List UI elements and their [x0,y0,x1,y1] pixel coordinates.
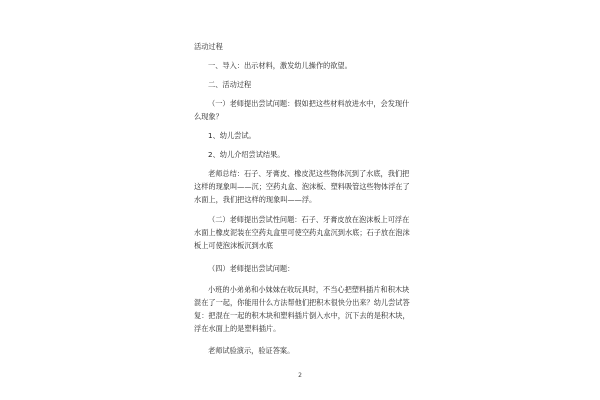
step-report-text: 2、幼儿介绍尝试结果。 [208,150,285,159]
heading-activity-process [194,40,408,53]
section-process [194,78,408,91]
paragraph-line: 板上可使泡沫板沉到水底 [194,241,274,250]
paragraph-question-one [194,97,408,123]
paragraph-line: 水面上，我们把这样的现象叫——浮。 [194,195,317,204]
section-intro [194,59,408,72]
step-report [194,148,408,161]
page-number: 2 [298,372,302,379]
heading-text: 活动过程 [194,42,223,51]
section-process-text: 二、活动过程 [208,80,252,89]
paragraph-line: 老师试验演示，验证答案。 [208,346,295,355]
paragraph-story [194,283,408,335]
paragraph-question-two [194,213,408,252]
paragraph-demo [194,344,408,357]
paragraph-line: 小班的小弟弟和小妹妹在收玩具时，不当心把塑料插片和积木块 [208,285,410,294]
paragraph-line: 这样的现象叫——沉；空药丸盒、泡沫板、塑料吸管这些物体浮在了 [194,182,410,191]
paragraph-line: 浮在水面上的是塑料插片。 [194,324,281,333]
section-intro-text: 一、导入：出示材料，激发幼儿操作的欲望。 [208,61,352,70]
paragraph-line: 混在了一起，你能用什么方法帮他们把积木很快分出来？幼儿尝试答 [194,298,410,307]
paragraph-line: （二）老师提出尝试性问题：石子、牙膏皮放在泡沫板上可浮在 [208,215,410,224]
paragraph-line: 么现象？ [194,112,223,121]
paragraph-question-four [194,262,408,275]
paragraph-summary [194,167,408,206]
step-try-text: 1、幼儿尝试。 [208,131,256,140]
paragraph-line: （四）老师提出尝试问题： [208,264,295,273]
paragraph-line: 水面上橡皮泥装在空药丸盒里可使空药丸盒沉到水底；石子放在泡沫 [194,228,410,237]
step-try [194,129,408,142]
paragraph-line: （一）老师提出尝试问题：假如把这些材料放进水中，会发现什 [208,99,410,108]
paragraph-line: 复：把混在一起的积木块和塑料插片倒入水中，沉下去的是积木块， [194,311,410,320]
paragraph-line: 老师总结：石子、牙膏皮、橡皮泥这些物体沉到了水底，我们把 [208,169,410,178]
